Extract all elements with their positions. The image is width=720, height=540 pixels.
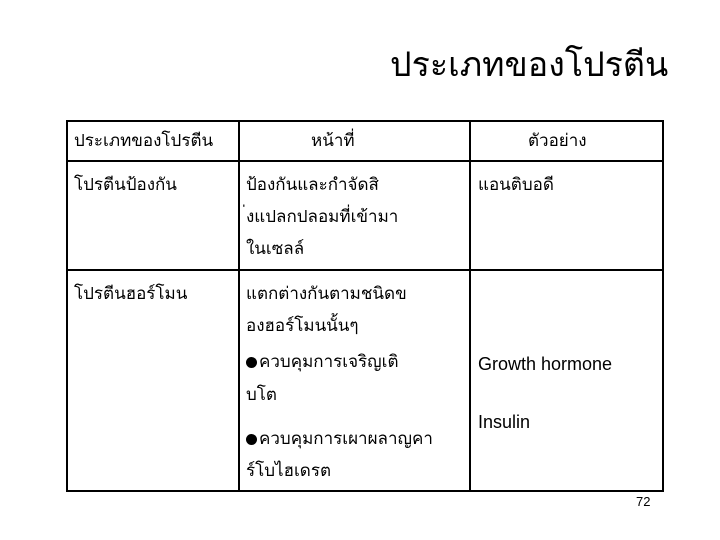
- row1-function-line2: ่งแปลกปลอมที่เข้ามา: [246, 207, 399, 227]
- column-divider: [238, 122, 240, 490]
- row2-type: โปรตีนฮอร์โมน: [74, 284, 188, 304]
- bullet-dot: [246, 357, 257, 368]
- row2-function-line1: แตกต่างกันตามชนิดข: [246, 284, 407, 304]
- bullet-dot: [246, 434, 257, 445]
- row1-type: โปรตีนป้องกัน: [74, 175, 177, 195]
- bullet-text: ควบคุมการเจริญเติ: [259, 352, 399, 372]
- row1-example: แอนติบอดี: [478, 175, 554, 195]
- row1-function-line1: ป้องกันและกำจัดสิ: [246, 175, 379, 195]
- column-divider: [469, 122, 471, 490]
- row1-function-line3: ในเซลล์: [246, 239, 305, 259]
- row2-bullet1-line1: [246, 347, 399, 377]
- header-type: ประเภทของโปรตีน: [74, 131, 214, 151]
- bullet-text: ควบคุมการเผาผลาญคา: [259, 429, 433, 449]
- slide-title: ประเภทของโปรตีน: [390, 45, 669, 85]
- row2-bullet2-line2: ร์โบไฮเดรต: [246, 461, 331, 481]
- protein-types-table: [66, 120, 664, 492]
- row2-example-insulin: Insulin: [478, 412, 531, 432]
- row2-example-growth-hormone: Growth hormone: [478, 354, 613, 374]
- page-number: 72: [636, 494, 651, 509]
- row2-bullet2-line1: [246, 424, 433, 454]
- row2-function-line2: องฮอร์โมนนั้นๆ: [246, 316, 359, 336]
- row2-bullet1-line2: บโต: [246, 385, 277, 405]
- header-divider: [68, 160, 662, 162]
- row-divider: [68, 269, 662, 271]
- header-function: หน้าที่: [311, 131, 355, 151]
- header-example: ตัวอย่าง: [528, 131, 587, 151]
